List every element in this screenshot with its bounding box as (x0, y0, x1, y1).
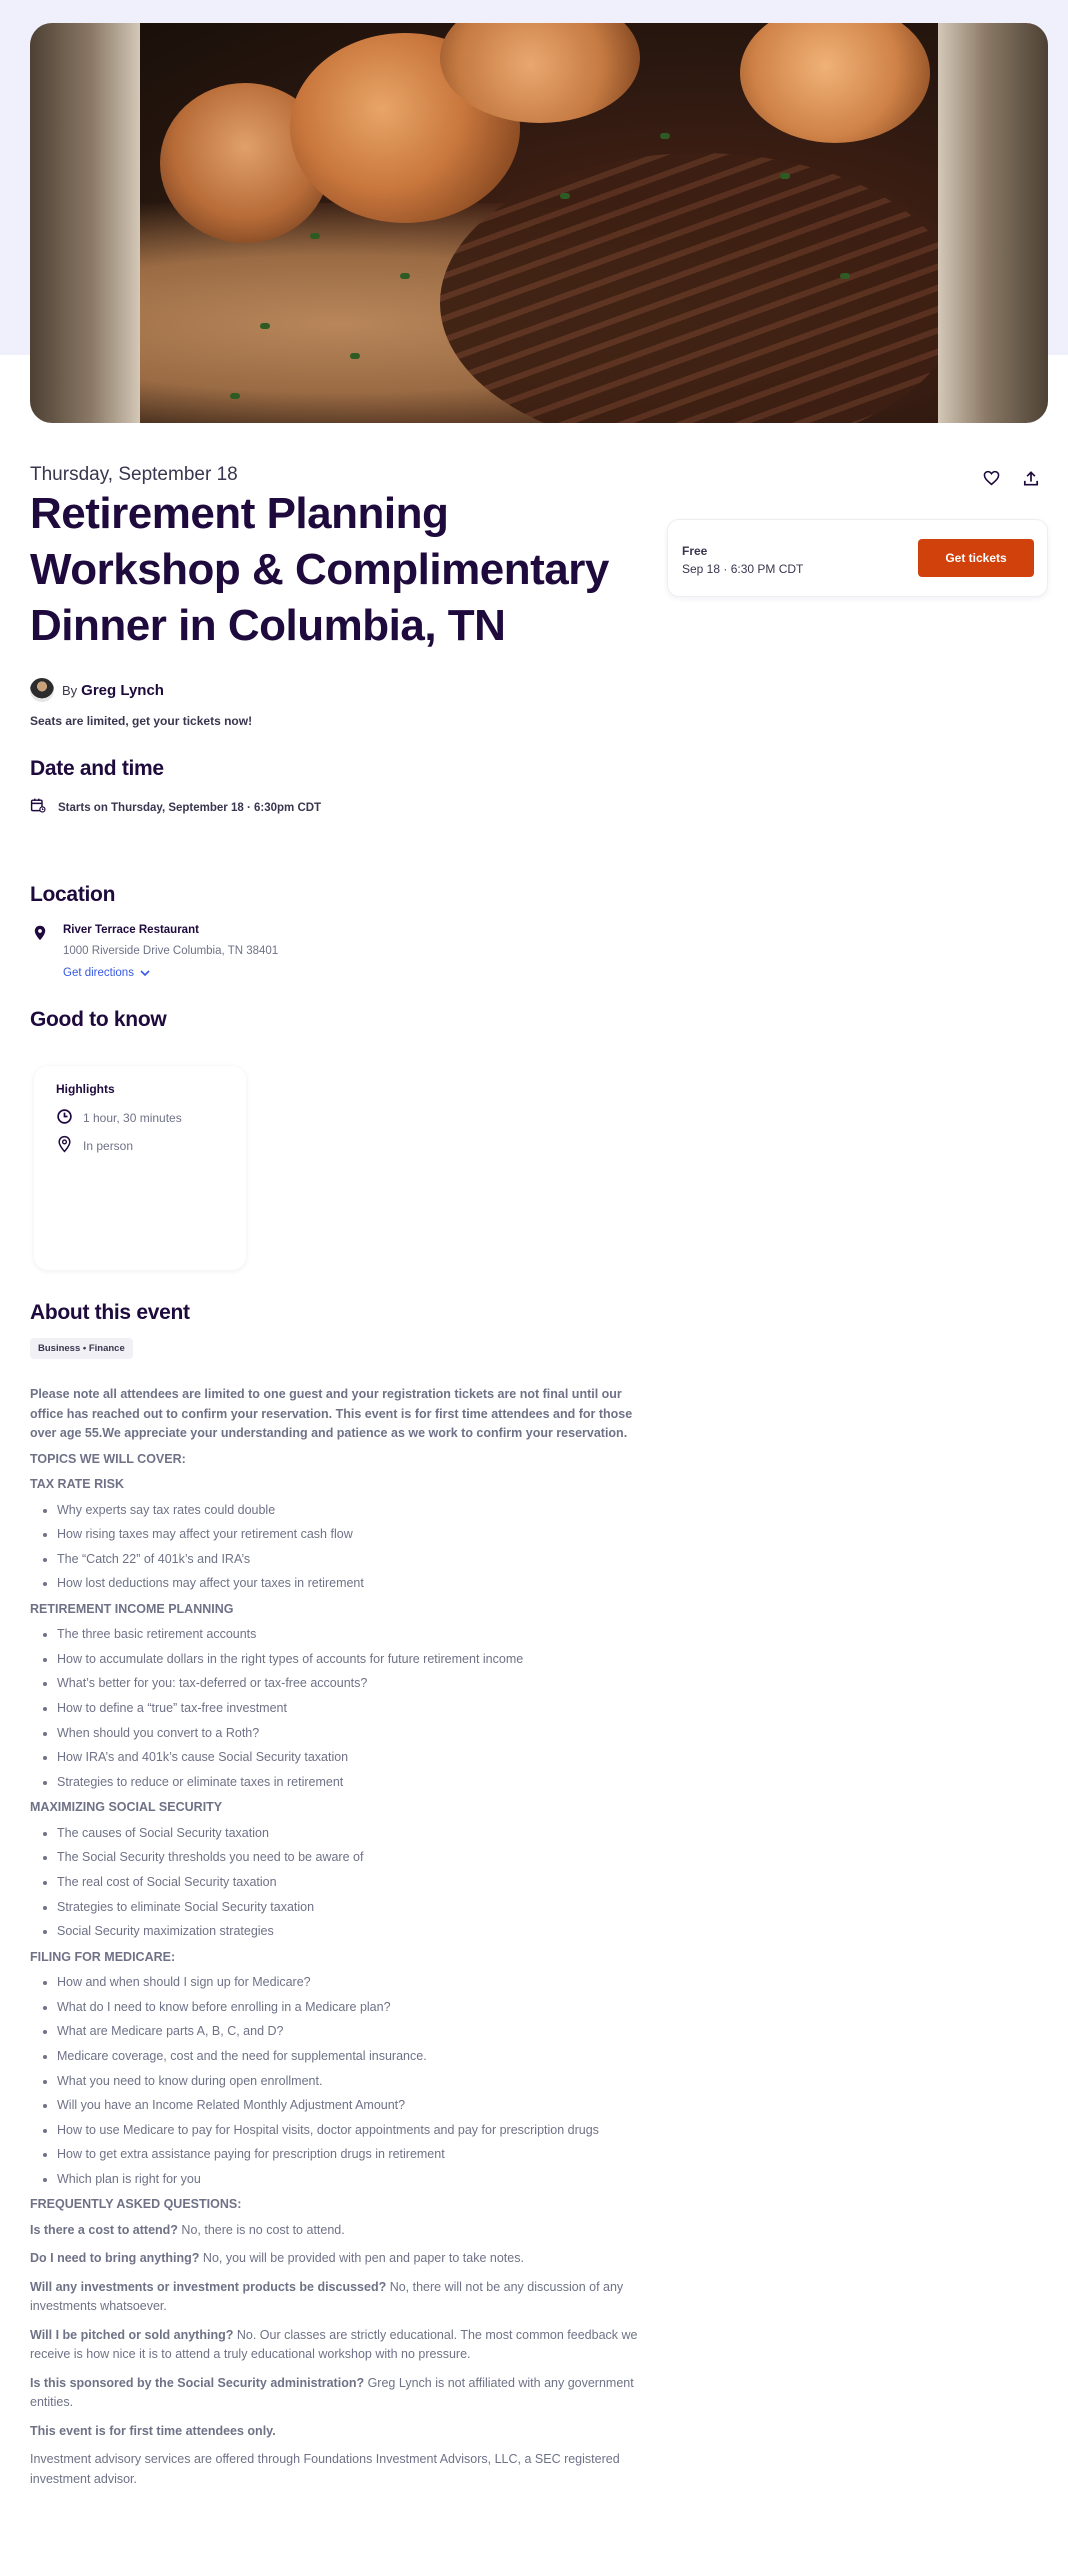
date-time-heading: Date and time (30, 757, 164, 780)
section-heading: TAX RATE RISK (30, 1477, 124, 1491)
list-item: • How to accumulate dollars in the right types of accounts for future retirement income (57, 1650, 642, 1670)
share-icon[interactable] (1018, 465, 1044, 491)
faq-answer: No, there is no cost to attend. (177, 2222, 345, 2237)
clock-icon (56, 1108, 73, 1128)
list-item: • When should you convert to a Roth? (57, 1724, 642, 1744)
list-item: • What do I need to know before enrolling in a Medicare plan? (57, 1998, 642, 2018)
section-heading: FILING FOR MEDICARE: (30, 1949, 176, 1964)
in-person-row (56, 1135, 133, 1156)
chevron-down-icon (140, 970, 150, 977)
duration-text: 1 hour, 30 minutes (83, 1111, 182, 1125)
faq-answer: No. Our classes are strictly educational. The most common feedback we receive is how nice it is to attend a truly educational workshop with no pressure. (30, 2327, 638, 2362)
list-item: • Strategies to eliminate Social Security taxation (57, 1898, 642, 1918)
ticket-price: Free (682, 544, 708, 558)
list-item: • Which plan is right for you (57, 2170, 642, 2190)
faq-question: Is this sponsored by the Social Security administration? (30, 2375, 365, 2390)
in-person-text: In person (83, 1138, 134, 1153)
list-item: • Strategies to reduce or eliminate taxes in retirement (57, 1773, 642, 1793)
organizer-by: By (62, 682, 78, 698)
category-tag[interactable]: Business • Finance (30, 1338, 133, 1359)
list-item: • The causes of Social Security taxation (57, 1824, 642, 1844)
venue-name: River Terrace Restaurant (63, 924, 199, 936)
faq-question: Is there a cost to attend? (30, 2222, 178, 2237)
get-directions-link[interactable] (63, 967, 150, 979)
event-date: Thursday, September 18 (30, 464, 238, 485)
event-summary: Seats are limited, get your tickets now! (30, 714, 253, 728)
date-time-row (30, 797, 321, 818)
highlights-title: Highlights (56, 1082, 115, 1096)
list-item: • The three basic retirement accounts (57, 1625, 642, 1645)
duration-row (56, 1108, 182, 1128)
list-item: • Why experts say tax rates could double (57, 1501, 642, 1521)
list-item: • The real cost of Social Security taxation (57, 1873, 642, 1893)
faq-item (30, 2249, 642, 2269)
list-item: • How and when should I sign up for Medicare? (57, 1973, 642, 1993)
faq-item (30, 2221, 642, 2241)
highlights-card (34, 1066, 246, 1270)
faq-item (30, 2278, 642, 2317)
disclaimer: Investment advisory services are offered through Foundations Investment Advisors, LLC, a SEC registered investment advisor. (30, 2452, 620, 2486)
venue-address: 1000 Riverside Drive Columbia, TN 38401 (63, 945, 279, 957)
about-content (30, 1385, 642, 2498)
good-to-know-heading: Good to know (30, 1008, 167, 1031)
faq-answer: No, there will not be any discussion of any investments whatsoever. (30, 2279, 624, 2314)
date-time-text: Starts on Thursday, September 18 · 6:30pm CDT (58, 801, 322, 814)
faq-answer: No, you will be provided with pen and paper to take notes. (199, 2251, 524, 2266)
calendar-icon (30, 797, 46, 818)
organizer[interactable] (30, 678, 164, 702)
heart-icon[interactable] (978, 465, 1004, 491)
faq-question: Will any investments or investment products be discussed? (30, 2279, 387, 2294)
list-item: • How rising taxes may affect your retirement cash flow (57, 1525, 642, 1545)
ticket-date: Sep 18 · 6:30 PM CDT (682, 562, 804, 576)
list-item: • The Social Security thresholds you need to be aware of (57, 1848, 642, 1868)
list-item: • Medicare coverage, cost and the need for supplemental insurance. (57, 2047, 642, 2067)
topic-list (57, 1625, 642, 1792)
map-pin-icon (33, 925, 47, 946)
topic-list (57, 1824, 642, 1942)
get-tickets-button[interactable]: Get tickets (918, 539, 1034, 577)
list-item: • What you need to know during open enrollment. (57, 2072, 642, 2092)
faq-answer: Greg Lynch is not affiliated with any government entities. (30, 2375, 634, 2410)
topics-heading: TOPICS WE WILL COVER: (30, 1451, 186, 1466)
list-item: • How to define a “true” tax-free investment (57, 1699, 642, 1719)
faq-question: Do I need to bring anything? (30, 2251, 200, 2266)
faq-question: Will I be pitched or sold anything? (30, 2327, 234, 2342)
section-heading: RETIREMENT INCOME PLANNING (30, 1601, 234, 1616)
list-item: • How to use Medicare to pay for Hospital visits, doctor appointments and pay for prescription drugs (57, 2121, 642, 2141)
list-item: • Social Security maximization strategies (57, 1922, 642, 1942)
ticket-card (667, 519, 1048, 597)
faq-item (30, 2374, 642, 2413)
list-item: • How lost deductions may affect your taxes in retirement (57, 1574, 642, 1594)
topic-list (57, 1973, 642, 2189)
organizer-name[interactable]: Greg Lynch (81, 681, 164, 699)
location-heading: Location (30, 883, 116, 906)
list-item: • What’s better for you: tax-deferred or tax-free accounts? (57, 1674, 642, 1694)
event-hero-image (30, 23, 1048, 423)
get-directions-label: Get directions (63, 967, 134, 979)
food-photo (140, 23, 938, 423)
location-pin-icon (56, 1135, 73, 1156)
list-item: • How to get extra assistance paying for prescription drugs in retirement (57, 2145, 642, 2165)
about-heading: About this event (30, 1301, 190, 1324)
section-heading: MAXIMIZING SOCIAL SECURITY (30, 1800, 223, 1815)
list-item: • The “Catch 22” of 401k’s and IRA’s (57, 1550, 642, 1570)
faq-item (30, 2326, 642, 2365)
topic-list (57, 1501, 642, 1594)
list-item: • Will you have an Income Related Monthly Adjustment Amount? (57, 2096, 642, 2116)
about-intro: Please note all attendees are limited to one guest and your registration tickets are not final until our office has reached out to confirm your reservation. This event is for first time attendees and for those over age 55.We appreciate your understanding and patience as we work to confirm your reservation. (30, 1387, 633, 1440)
first-time-note: This event is for first time attendees only. (30, 2423, 276, 2438)
list-item: • What are Medicare parts A, B, C, and D? (57, 2022, 642, 2042)
list-item: • How IRA’s and 401k’s cause Social Security taxation (57, 1748, 642, 1768)
avatar (30, 678, 54, 702)
event-title: Retirement Planning Workshop & Complimentary Dinner in Columbia, TN (30, 489, 609, 650)
faq-heading: FREQUENTLY ASKED QUESTIONS: (30, 2197, 242, 2212)
